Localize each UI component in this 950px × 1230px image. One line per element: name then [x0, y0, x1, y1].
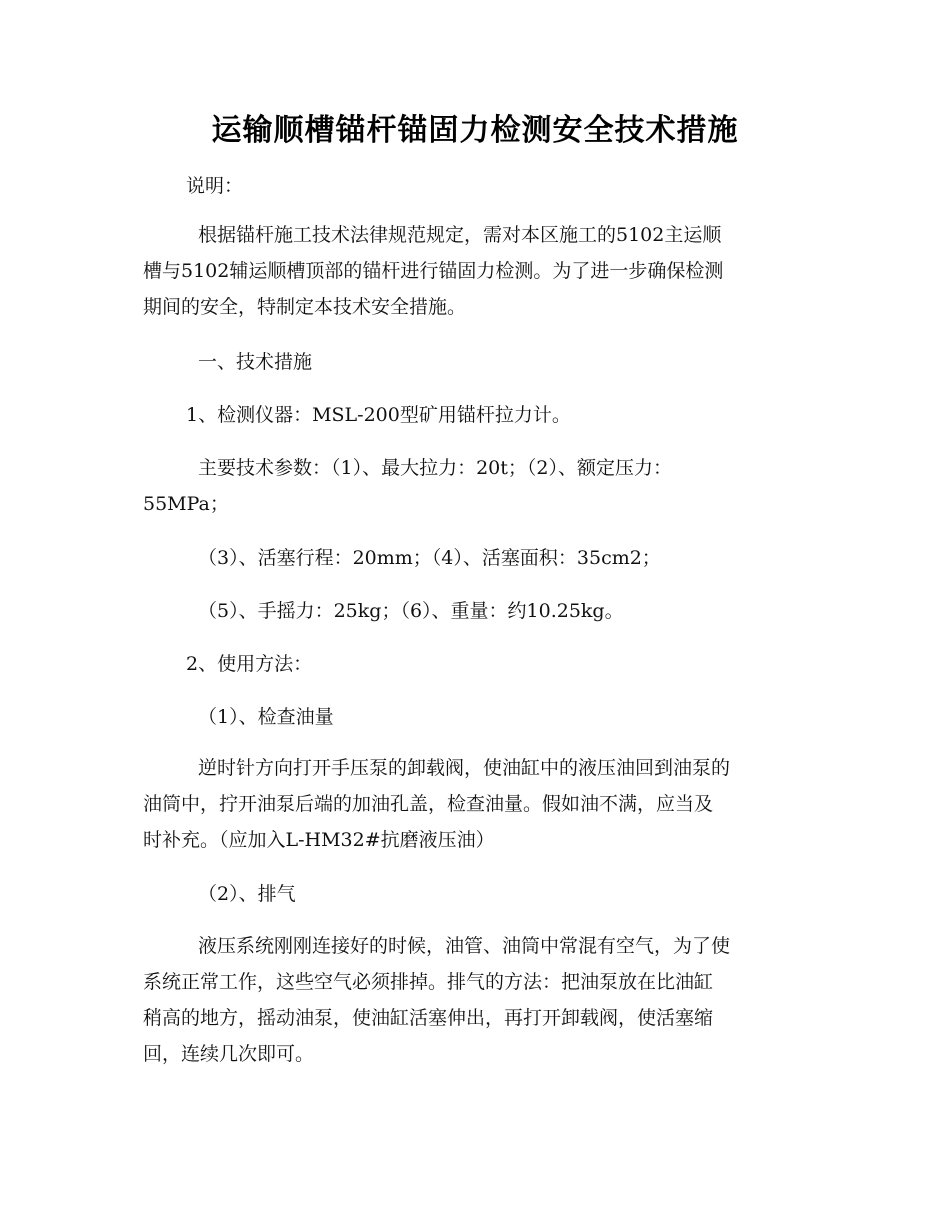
exhaust-line-2: 系统正常工作，这些空气必须排掉。排气的方法：把油泵放在比油缸: [143, 971, 714, 993]
exhaust-line-1: 液压系统刚刚连接好的时候，油管、油筒中常混有空气，为了使: [198, 935, 731, 957]
check-oil-line-3: 时补充。（应加入L-HM32#抗磨液压油）: [143, 829, 495, 851]
params-paragraph: [143, 450, 807, 522]
section-heading-technical-measures: 一、技术措施: [198, 351, 313, 373]
intro-line-1: 根据锚杆施工技术法律规范规定，需对本区施工的5102主运顺: [198, 224, 722, 246]
sub-heading-exhaust: （2）、排气: [198, 883, 296, 905]
document-title: 运输顺槽锚杆锚固力检测安全技术措施: [211, 113, 739, 148]
exhaust-line-3: 稍高的地方，摇动油泵，使油缸活塞伸出，再打开卸载阀，使活塞缩: [143, 1007, 714, 1029]
exhaust-line-4: 回，连续几次即可。: [143, 1043, 315, 1065]
intro-line-2: 槽与5102辅运顺槽顶部的锚杆进行锚固力检测。为了进一步确保检测: [143, 260, 724, 282]
check-oil-paragraph: [143, 750, 807, 858]
check-oil-line-1: 逆时针方向打开手压泵的卸载阀，使油缸中的液压油回到油泵的: [198, 757, 731, 779]
exhaust-paragraph: [143, 928, 807, 1072]
item-heading-instrument: 1、检测仪器：MSL-200型矿用锚杆拉力计。: [186, 404, 571, 426]
note-label: 说明：: [186, 175, 244, 197]
intro-line-3: 期间的安全，特制定本技术安全措施。: [143, 296, 467, 318]
item-heading-usage: 2、使用方法：: [186, 653, 313, 675]
params-line-1-continued: 55MPa；: [143, 493, 229, 515]
sub-heading-check-oil: （1）、检查油量: [198, 706, 334, 728]
params-line-3: （5）、手摇力：25kg；（6）、重量：约10.25kg。: [198, 600, 624, 622]
params-line-1: 主要技术参数：（1）、最大拉力：20t；（2）、额定压力：: [198, 457, 672, 479]
intro-paragraph: [143, 217, 807, 325]
check-oil-line-2: 油筒中，拧开油泵后端的加油孔盖，检查油量。假如油不满，应当及: [143, 793, 714, 815]
params-line-2: （3）、活塞行程：20mm；（4）、活塞面积：35cm2；: [198, 547, 661, 569]
